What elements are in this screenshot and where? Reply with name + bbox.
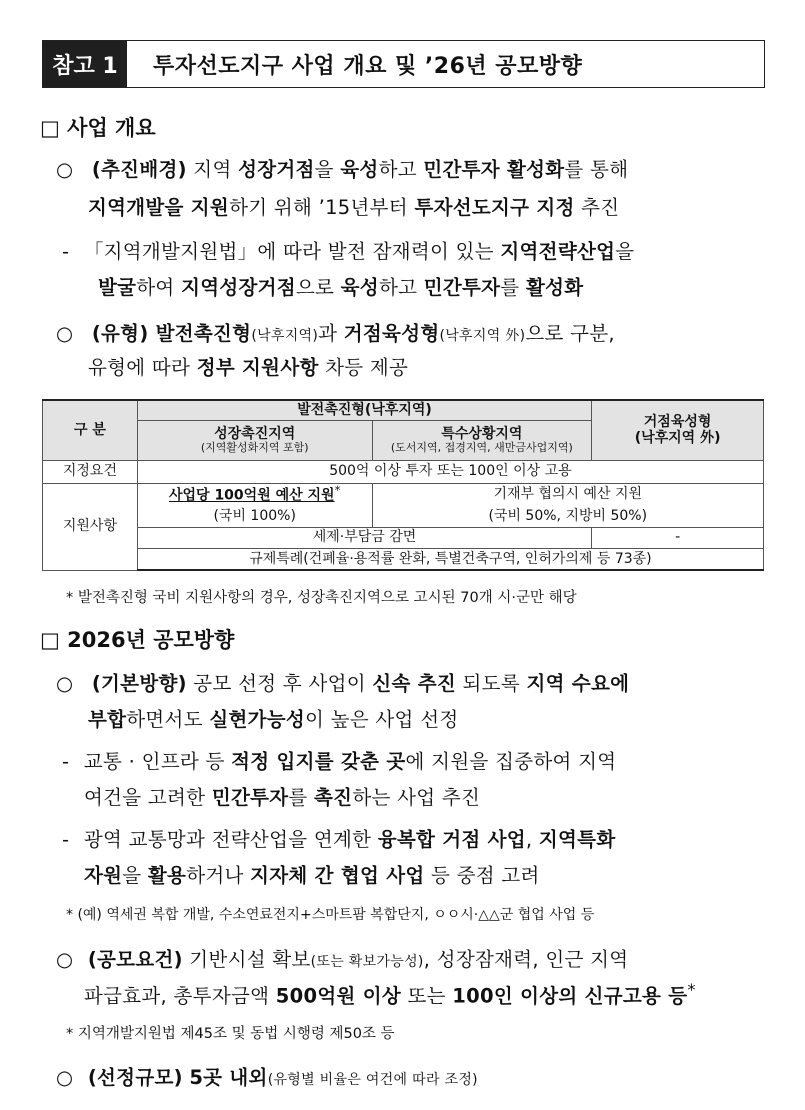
- table-note: * 발전촉진형 국비 지원사항의 경우, 성장촉진지역으로 고시된 70개 시·군만 해당: [66, 590, 577, 606]
- reference-tag: 참고 1: [43, 41, 127, 87]
- row2-label: 지원사항: [43, 483, 138, 570]
- overview-table: [42, 399, 764, 571]
- bullet: ○: [56, 322, 74, 345]
- section1-heading: □ 사업 개요: [40, 116, 156, 140]
- col3-header: 거점육성형 (낙후지역 外): [592, 400, 764, 460]
- bullet: -: [62, 750, 70, 773]
- title-box: [42, 40, 765, 88]
- row1-value: 500억 이상 투자 또는 100인 이상 고용: [137, 460, 763, 483]
- row2c-c2: -: [592, 527, 764, 548]
- row1-label: 지정요건: [43, 460, 138, 483]
- law-note: * 지역개발지원법 제45조 및 동법 시행령 제50조 등: [66, 1026, 395, 1042]
- col-label: 구 분: [43, 400, 138, 460]
- row2c-c1: 세제·부담금 감면: [137, 527, 591, 548]
- group-header: 발전촉진형(낙후지역): [137, 400, 591, 420]
- sub1-header: 성장촉진지역 (지역활성화지역 포함): [137, 420, 372, 460]
- bullet: ○: [56, 158, 74, 181]
- bullet: -: [62, 240, 70, 263]
- example-note: * (예) 역세권 복합 개발, 수소연료전지+스마트팜 복합단지, ㅇㅇ시·△△군 협업 사업 등: [66, 907, 595, 923]
- row2a-c1: 사업당 100억원 예산 지원*: [137, 483, 372, 505]
- bullet: ○: [56, 948, 74, 971]
- section2-heading: □ 2026년 공모방향: [40, 628, 235, 652]
- row2d: 규제특례(건폐율·용적률 완화, 특별건축구역, 인허가의제 등 73종): [137, 548, 763, 570]
- bullet: -: [62, 828, 70, 851]
- sub2-header: 특수상황지역 (도서지역, 접경지역, 새만금사업지역): [372, 420, 592, 460]
- row2a-c2: 기재부 협의시 예산 지원: [372, 483, 763, 505]
- row2b-c1: (국비 100%): [137, 505, 372, 527]
- row2b-c2: (국비 50%, 지방비 50%): [372, 505, 763, 527]
- page-title: 투자선도지구 사업 개요 및 ’26년 공모방향: [153, 53, 583, 79]
- bullet: ○: [56, 1066, 74, 1089]
- bullet: ○: [56, 672, 74, 695]
